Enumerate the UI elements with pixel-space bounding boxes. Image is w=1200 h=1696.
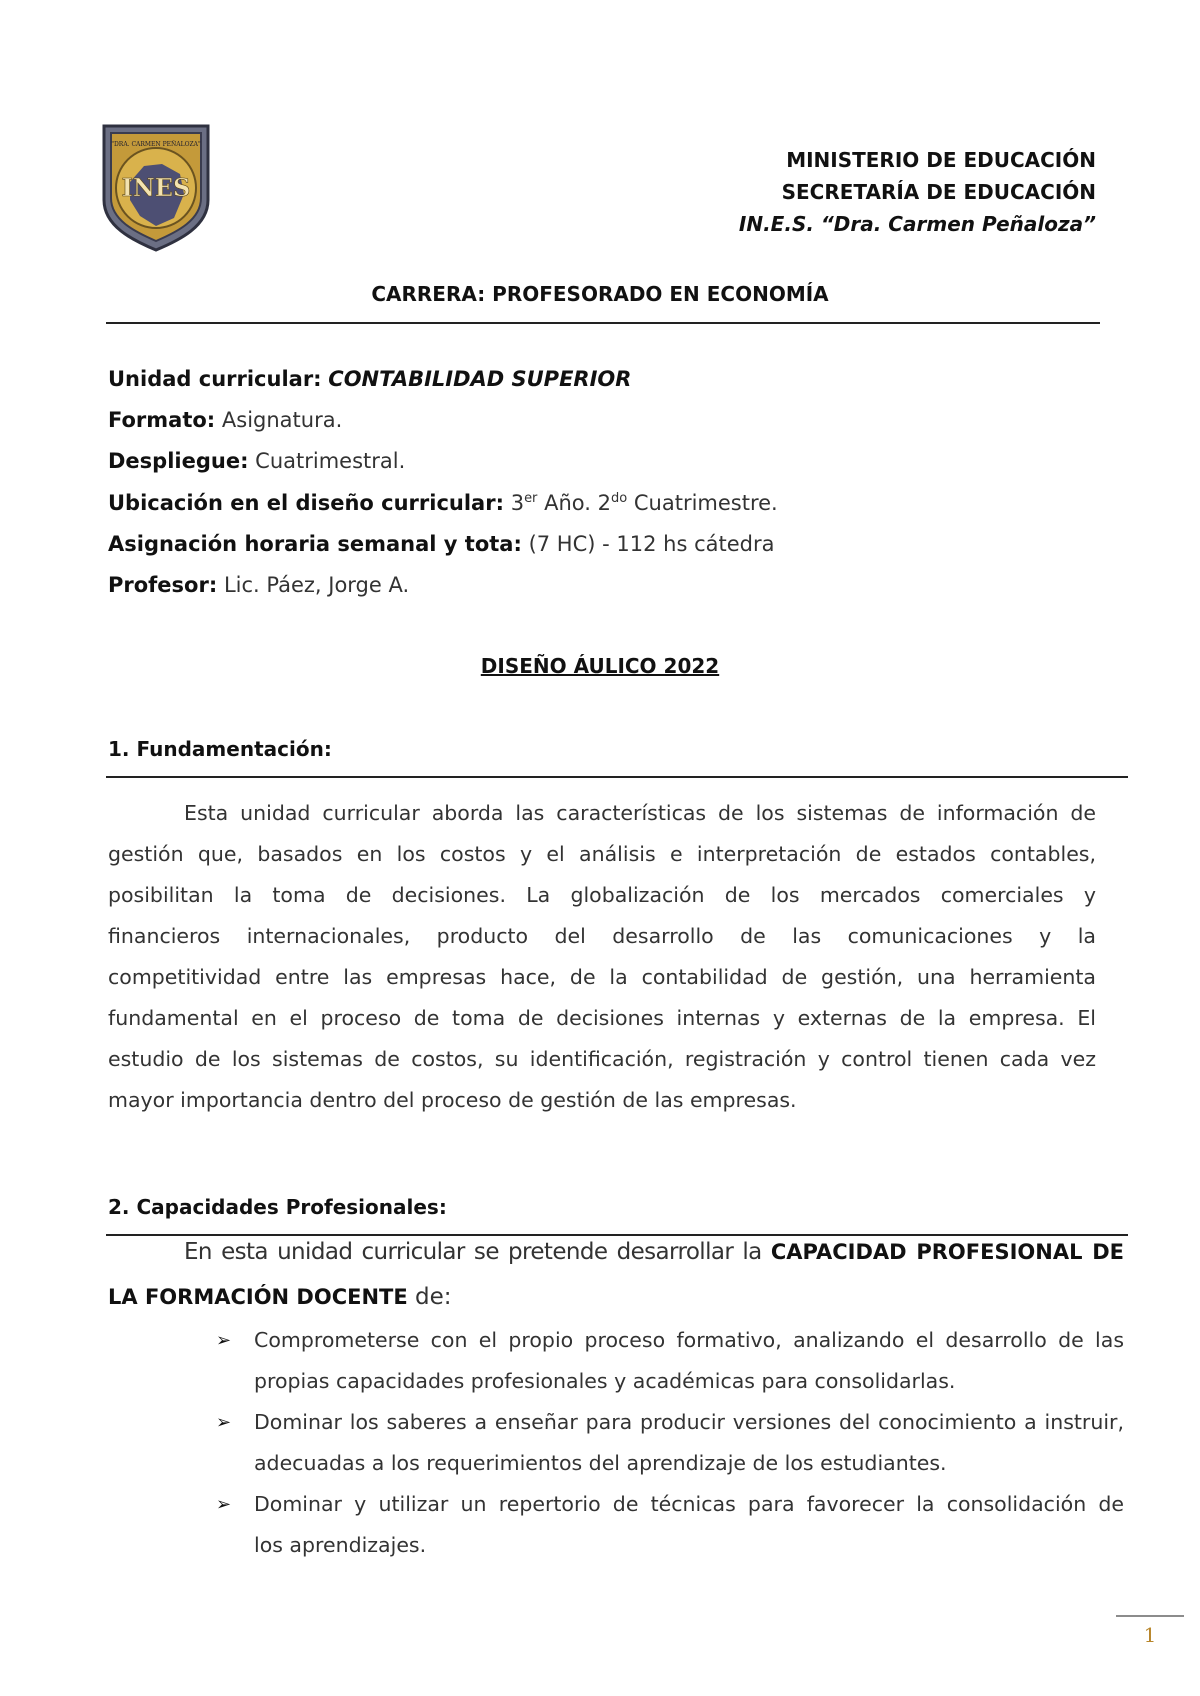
formato-label: Formato:: [108, 408, 216, 432]
unidad-value: CONTABILIDAD SUPERIOR: [328, 367, 632, 391]
list-item: [216, 1402, 1124, 1484]
page-number-rule: [1116, 1615, 1184, 1617]
section1-paragraph: [108, 793, 1096, 1121]
list-item-line: adecuadas a los requerimientos del aprendizaje de los estudiantes.: [254, 1451, 947, 1475]
despliegue-label: Despliegue:: [108, 449, 249, 473]
career-title: CARRERA: PROFESORADO EN ECONOMÍA: [371, 282, 829, 306]
info-unidad: [108, 367, 631, 391]
paragraph-line: fundamental en el proceso de toma de decisiones internas y externas de la empresa. El: [108, 1006, 1096, 1030]
list-item-line: Dominar y utilizar un repertorio de técnicas para favorecer la consolidación de: [254, 1492, 1124, 1516]
formato-value: Asignatura.: [221, 408, 343, 432]
list-item: [216, 1484, 1124, 1566]
paragraph-line: mayor importancia dentro del proceso de gestión de las empresas.: [108, 1088, 797, 1112]
profesor-value: Lic. Páez, Jorge A.: [223, 573, 410, 597]
ubicacion-label: Ubicación en el diseño curricular:: [108, 491, 504, 515]
unidad-label: Unidad curricular:: [108, 367, 322, 391]
ubicacion-year: 3: [510, 491, 525, 515]
arrow-bullet-icon: ➢: [216, 1494, 232, 1515]
svg-text:"DRA. CARMEN PEÑALOZA": "DRA. CARMEN PEÑALOZA": [111, 141, 201, 148]
arrow-bullet-icon: ➢: [216, 1412, 232, 1433]
career-rule: [106, 322, 1100, 324]
ubicacion-cuat-sup: do: [610, 491, 628, 506]
asignacion-value: (7 HC) - 112 hs cátedra: [528, 532, 775, 556]
header-secretariat: SECRETARÍA DE EDUCACIÓN: [781, 180, 1096, 204]
header-ministry: MINISTERIO DE EDUCACIÓN: [786, 148, 1096, 172]
design-title: DISEÑO ÁULICO 2022: [480, 654, 720, 678]
intro-end: de:: [415, 1284, 452, 1310]
paragraph-line: Esta unidad curricular aborda las características de los sistemas de información de: [184, 801, 1096, 825]
page-number: 1: [1143, 1623, 1157, 1647]
asignacion-label: Asignación horaria semanal y tota:: [108, 532, 522, 556]
paragraph-line: estudio de los sistemas de costos, su identificación, registración y control tienen cada vez: [108, 1047, 1096, 1071]
intro-bold-2: LA FORMACIÓN DOCENTE: [108, 1285, 408, 1309]
list-item: [216, 1320, 1124, 1402]
info-asignacion: [108, 532, 774, 556]
header-institute: IN.E.S. “Dra. Carmen Peñaloza”: [738, 212, 1096, 236]
despliegue-value: Cuatrimestral.: [255, 449, 406, 473]
section2-intro: [108, 1230, 1124, 1320]
ubicacion-year-sup: er: [524, 491, 538, 506]
profesor-label: Profesor:: [108, 573, 218, 597]
section2-title: 2. Capacidades Profesionales:: [108, 1195, 447, 1219]
list-item-line: los aprendizajes.: [254, 1533, 427, 1557]
list-item-line: Comprometerse con el propio proceso formativo, analizando el desarrollo de las: [254, 1328, 1124, 1352]
section1-rule: [106, 776, 1128, 778]
list-item-line: Dominar los saberes a enseñar para producir versiones del conocimiento a instruir,: [254, 1410, 1124, 1434]
info-despliegue: [108, 449, 405, 473]
intro-normal: En esta unidad curricular se pretende desarrollar la: [184, 1239, 762, 1265]
intro-bold-1: CAPACIDAD PROFESIONAL DE: [770, 1240, 1124, 1264]
info-formato: [108, 408, 342, 432]
info-ubicacion: [108, 491, 778, 515]
paragraph-line: posibilitan la toma de decisiones. La globalización de los mercados comerciales y: [108, 883, 1096, 907]
capacities-list: [216, 1320, 1124, 1566]
section1-title: 1. Fundamentación:: [108, 737, 332, 761]
info-profesor: [108, 573, 409, 597]
paragraph-line: gestión que, basados en los costos y el análisis e interpretación de estados contables,: [108, 842, 1096, 866]
list-item-line: propias capacidades profesionales y académicas para consolidarlas.: [254, 1369, 956, 1393]
ubicacion-cuat-word: Cuatrimestre.: [633, 491, 778, 515]
paragraph-line: financieros internacionales, producto del desarrollo de las comunicaciones y la: [108, 924, 1096, 948]
ubicacion-year-word: Año. 2: [544, 491, 611, 515]
institution-logo: [100, 122, 212, 252]
paragraph-line: competitividad entre las empresas hace, de la contabilidad de gestión, una herramienta: [108, 965, 1096, 989]
svg-text:INES: INES: [121, 173, 191, 202]
arrow-bullet-icon: ➢: [216, 1330, 232, 1351]
